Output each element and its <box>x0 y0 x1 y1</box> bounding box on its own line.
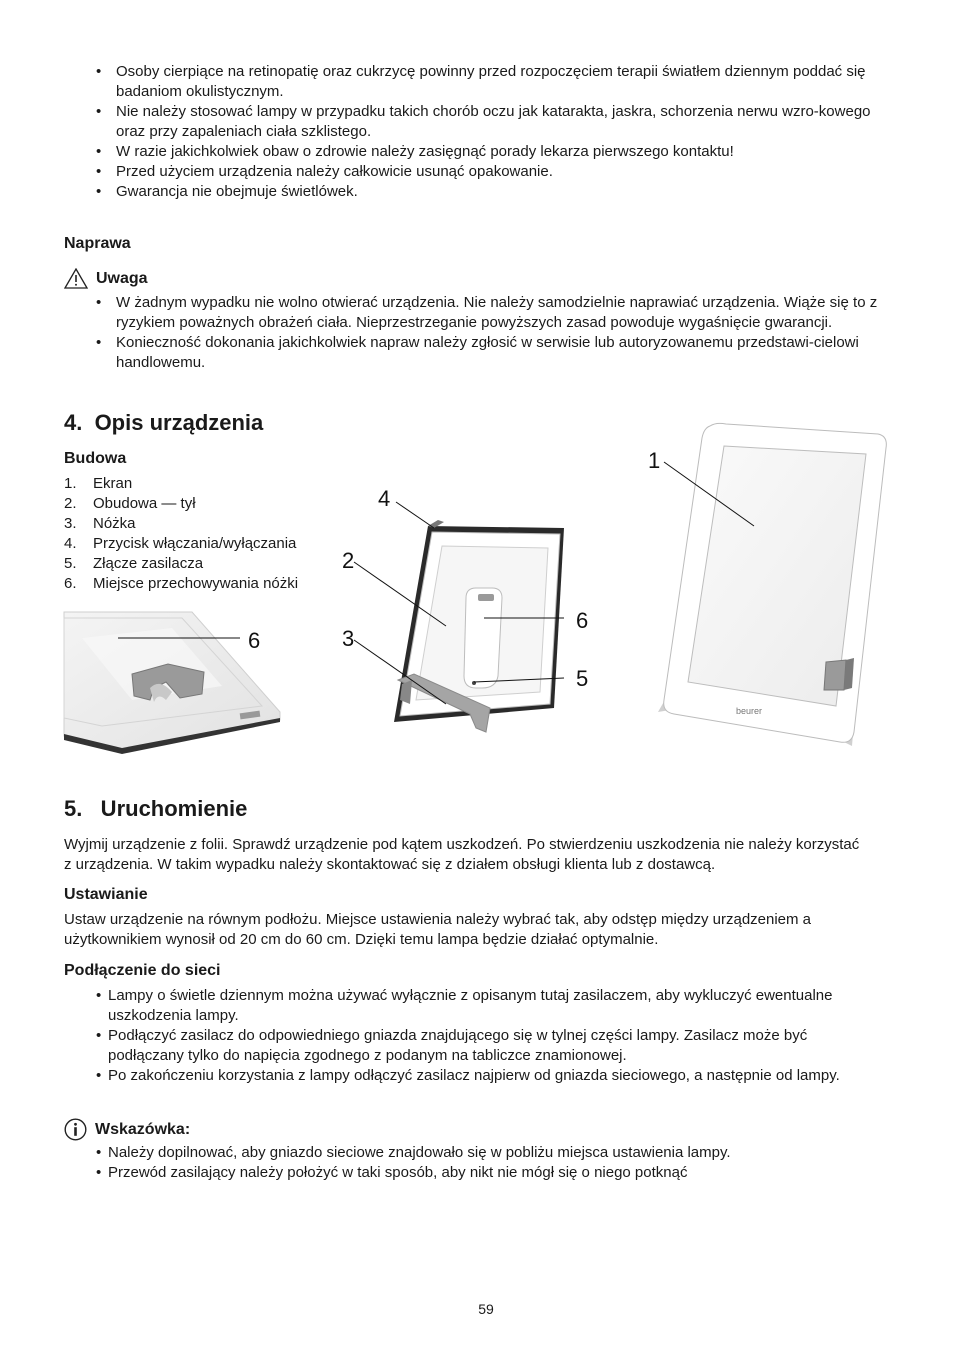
parts-list <box>64 474 344 594</box>
section-5-intro: Wyjmij urządzenie z folii. Sprawdź urządzenie pod kątem uszkodzeń. Po stwierdzeniu uszkodzenia nie należy korzystać z urządzenia. W takim wypadku należy skontaktować się z działem obsługi klienta lub z dostawcą. <box>64 836 860 873</box>
tip-bullet-list <box>96 1143 886 1183</box>
warning-icon <box>64 268 88 289</box>
list-item: 2. Obudowa — tył <box>64 495 196 512</box>
power-heading: Podłączenie do sieci <box>64 962 221 979</box>
callout-5: 5 <box>576 666 589 691</box>
list-item: • W razie jakichkolwiek obaw o zdrowie należy zasięgnąć porady lekarza pierwszego kontaktu! <box>96 142 896 162</box>
warning-title: Uwaga <box>96 269 148 287</box>
list-item: • Po zakończeniu korzystania z lampy odłączyć zasilacz najpierw od gniazda sieciowego, a następnie od lampy. <box>96 1066 886 1086</box>
section-5-title: 5. Uruchomienie <box>64 796 248 821</box>
list-item: • Nie należy stosować lampy w przypadku takich chorób oczu jak katarakta, jaskra, schorzenia nerwu wzro-kowego oraz przy zapaleniach ciała szklistego. <box>96 102 896 142</box>
callout-3: 3 <box>342 626 355 651</box>
page-number: 59 <box>478 1301 494 1317</box>
list-item: 3. Nóżka <box>64 515 136 532</box>
tip-title: Wskazówka: <box>95 1120 191 1138</box>
callout-1: 1 <box>648 448 661 473</box>
setup-text: Ustaw urządzenie na równym podłożu. Miejsce ustawienia należy wybrać tak, aby odstęp między urządzeniem a użytkownikiem wynosił od 20 cm do 60 cm. Dzięki temu lampa będzie działać optymalnie. <box>64 911 812 948</box>
stand-storage-illustration <box>62 608 282 756</box>
list-item: • Należy dopilnować, aby gniazdo sieciowe znajdowało się w pobliżu miejsca ustawienia lampy. <box>96 1143 886 1163</box>
list-item: • Przed użyciem urządzenia należy całkowicie usunąć opakowanie. <box>96 162 896 182</box>
power-bullet-list <box>96 986 886 1086</box>
intro-bullet-list <box>96 62 896 202</box>
list-item: 6. Miejsce przechowywania nóżki <box>64 575 299 592</box>
setup-heading: Ustawianie <box>64 886 148 903</box>
list-item: 1. Ekran <box>64 475 133 492</box>
list-item: • Gwarancja nie obejmuje świetlówek. <box>96 182 896 202</box>
callout-4: 4 <box>378 486 391 511</box>
callout-2: 2 <box>342 548 355 573</box>
back-view-illustration <box>330 470 620 750</box>
list-item: • Konieczność dokonania jakichkolwiek napraw należy zgłosić w serwisie lub autoryzowanemu przedstawi-cielowi handlowemu. <box>96 333 896 373</box>
list-item: • Osoby cierpiące na retinopatię oraz cukrzycę powinny przed rozpoczęciem terapii światłem dziennym poddać się badaniom okulistycznym. <box>96 62 896 102</box>
front-view-illustration <box>640 420 900 750</box>
repair-bullet-list <box>96 293 896 373</box>
list-item: • Lampy o świetle dziennym można używać wyłącznie z opisanym tutaj zasilaczem, aby wykluczyć ewentualne uszkodzenia lampy. <box>96 986 886 1026</box>
list-item: 5. Złącze zasilacza <box>64 555 204 572</box>
list-item: • W żadnym wypadku nie wolno otwierać urządzenia. Nie należy samodzielnie naprawiać urządzenia. Wiąże się to z ryzykiem poważnych obrażeń ciała. Nieprzestrzeganie powyższych zasad powoduje wygaśnięcie gwarancji. <box>96 293 896 333</box>
parts-subheading: Budowa <box>64 450 127 467</box>
list-item: • Przewód zasilający należy położyć w taki sposób, aby nikt nie mógł się o niego potknąć <box>96 1163 886 1183</box>
callout-6-back: 6 <box>576 608 589 633</box>
tip-box <box>64 1118 190 1141</box>
callout-6-detail: 6 <box>248 628 261 653</box>
section-4-title: 4. Opis urządzenia <box>64 410 264 435</box>
repair-heading: Naprawa <box>64 235 131 252</box>
repair-warning <box>64 268 148 289</box>
list-item: • Podłączyć zasilacz do odpowiedniego gniazda znajdującego się w tylnej części lampy. Zasilacz może być podłączany tylko do napięcia zgodnego z podanym na tabliczce znamionowej. <box>96 1026 886 1066</box>
list-item: 4. Przycisk włączania/wyłączania <box>64 535 297 552</box>
info-icon <box>64 1118 87 1141</box>
brand-logo: beurer <box>736 706 763 716</box>
